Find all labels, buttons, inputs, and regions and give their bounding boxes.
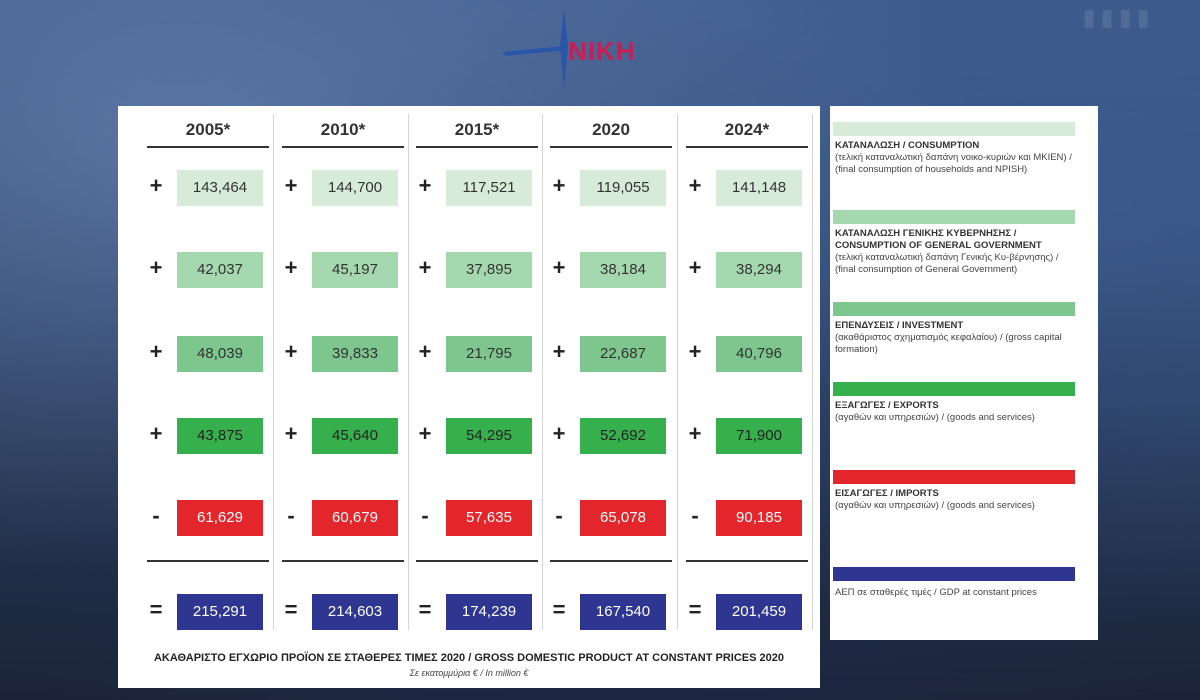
legend-title: ΕΙΣΑΓΩΓΕΣ / IMPORTS xyxy=(835,488,939,499)
year-header: 2010* xyxy=(320,120,366,139)
operator-equals: = xyxy=(149,597,163,622)
value-cell-government: 38,184 xyxy=(580,252,666,288)
legend-entry-government xyxy=(835,228,1075,276)
operator-plus: + xyxy=(552,255,566,280)
value-cell-imports: 57,635 xyxy=(446,500,532,536)
legend-swatch-exports xyxy=(833,382,1075,396)
legend-description: (τελική καταναλωτική δαπάνη Γενικής Κυ-βέρνησης) / (final consumption of General Government) xyxy=(835,252,1059,275)
operator-plus: + xyxy=(552,173,566,198)
value-cell-government: 42,037 xyxy=(177,252,263,288)
column-separator xyxy=(677,114,678,630)
operator-plus: + xyxy=(284,421,298,446)
operator-plus: + xyxy=(552,339,566,364)
sum-line xyxy=(550,560,672,562)
operator-equals: = xyxy=(418,597,432,622)
column-separator xyxy=(812,114,813,630)
operator-equals: = xyxy=(552,597,566,622)
operator-plus: + xyxy=(688,255,702,280)
operator-plus: + xyxy=(284,173,298,198)
value-cell-consumption: 143,464 xyxy=(177,170,263,206)
chart-caption xyxy=(118,640,820,688)
legend-entry-imports xyxy=(835,488,1075,512)
sum-line xyxy=(416,560,538,562)
legend-title: ΚΑΤΑΝΑΛΩΣΗ / CONSUMPTION xyxy=(835,140,980,151)
legend-description: (αγαθών και υπηρεσιών) / (goods and services) xyxy=(835,412,1035,423)
background-ticker-digits: ▮▮▮▮ xyxy=(1080,0,1153,35)
brand-name: NIKH xyxy=(568,36,636,66)
value-cell-consumption: 117,521 xyxy=(446,170,532,206)
value-cell-government: 37,895 xyxy=(446,252,532,288)
operator-plus: + xyxy=(552,421,566,446)
value-cell-investment: 21,795 xyxy=(446,336,532,372)
operator-plus: + xyxy=(284,255,298,280)
legend-entry-exports xyxy=(835,400,1075,424)
legend-swatch-imports xyxy=(833,470,1075,484)
legend-swatch-consumption xyxy=(833,122,1075,136)
legend-title: ΕΠΕΝΔΥΣΕΙΣ / INVESTMENT xyxy=(835,320,964,331)
value-cell-imports: 90,185 xyxy=(716,500,802,536)
nikh-logo xyxy=(498,8,668,88)
legend-description: ΑΕΠ σε σταθερές τιμές / GDP at constant prices xyxy=(835,587,1037,598)
operator-plus: + xyxy=(149,421,163,446)
legend-swatch-government xyxy=(833,210,1075,224)
value-cell-consumption: 141,148 xyxy=(716,170,802,206)
value-cell-gdp: 167,540 xyxy=(580,594,666,630)
legend-description: (ακαθάριστος σχηματισμός κεφαλαίου) / (gross capital formation) xyxy=(835,332,1062,355)
header-underline xyxy=(282,146,404,148)
operator-equals: = xyxy=(284,597,298,622)
year-header: 2020 xyxy=(592,120,630,139)
legend-description: (τελική καταναλωτική δαπάνη νοικο-κυριών και ΜΚΙΕΝ) / (final consumption of households and NPISH) xyxy=(835,152,1072,175)
legend-title: ΚΑΤΑΝΑΛΩΣΗ ΓΕΝΙΚΗΣ ΚΥΒΕΡΝΗΣΗΣ / CONSUMPTION OF GENERAL GOVERNMENT xyxy=(835,228,1042,251)
legend-entry-gdp xyxy=(835,587,1075,599)
header-underline xyxy=(550,146,672,148)
value-cell-government: 38,294 xyxy=(716,252,802,288)
legend-swatch-investment xyxy=(833,302,1075,316)
header-underline xyxy=(147,146,269,148)
operator-plus: + xyxy=(688,173,702,198)
value-cell-imports: 61,629 xyxy=(177,500,263,536)
operator-plus: + xyxy=(418,421,432,446)
value-cell-gdp: 174,239 xyxy=(446,594,532,630)
operator-minus: - xyxy=(555,503,563,528)
value-cell-consumption: 144,700 xyxy=(312,170,398,206)
operator-plus: + xyxy=(149,255,163,280)
legend-panel xyxy=(830,106,1098,640)
chart-subtitle: Σε εκατομμύρια € / In million € xyxy=(409,668,529,678)
operator-minus: - xyxy=(691,503,699,528)
value-cell-gdp: 215,291 xyxy=(177,594,263,630)
sum-line xyxy=(282,560,404,562)
year-header: 2024* xyxy=(724,120,770,139)
operator-minus: - xyxy=(421,503,429,528)
value-cell-investment: 22,687 xyxy=(580,336,666,372)
value-cell-government: 45,197 xyxy=(312,252,398,288)
operator-plus: + xyxy=(688,421,702,446)
column-separator xyxy=(408,114,409,630)
operator-equals: = xyxy=(688,597,702,622)
year-header: 2015* xyxy=(454,120,500,139)
value-cell-exports: 52,692 xyxy=(580,418,666,454)
legend-description: (αγαθών και υπηρεσιών) / (goods and services) xyxy=(835,500,1035,511)
value-cell-consumption: 119,055 xyxy=(580,170,666,206)
operator-plus: + xyxy=(418,173,432,198)
legend-swatch-gdp xyxy=(833,567,1075,581)
column-separator xyxy=(273,114,274,630)
value-cell-imports: 65,078 xyxy=(580,500,666,536)
operator-plus: + xyxy=(149,173,163,198)
operator-minus: - xyxy=(287,503,295,528)
value-cell-exports: 71,900 xyxy=(716,418,802,454)
value-cell-exports: 54,295 xyxy=(446,418,532,454)
column-separator xyxy=(542,114,543,630)
sum-line xyxy=(686,560,808,562)
legend-entry-investment xyxy=(835,320,1075,356)
value-cell-investment: 40,796 xyxy=(716,336,802,372)
operator-plus: + xyxy=(688,339,702,364)
sum-line xyxy=(147,560,269,562)
header-underline xyxy=(416,146,538,148)
value-cell-exports: 43,875 xyxy=(177,418,263,454)
value-cell-imports: 60,679 xyxy=(312,500,398,536)
value-cell-gdp: 201,459 xyxy=(716,594,802,630)
operator-plus: + xyxy=(284,339,298,364)
value-cell-investment: 48,039 xyxy=(177,336,263,372)
chart-title: ΑΚΑΘΑΡΙΣΤΟ ΕΓΧΩΡΙΟ ΠΡΟΪΟΝ ΣΕ ΣΤΑΘΕΡΕΣ ΤΙΜΕΣ 2020 / GROSS DOMESTIC PRODUCT AT CONSTANT PRICES 2020 xyxy=(153,652,785,664)
year-header: 2005* xyxy=(185,120,231,139)
value-cell-exports: 45,640 xyxy=(312,418,398,454)
operator-plus: + xyxy=(418,255,432,280)
header-underline xyxy=(686,146,808,148)
operator-plus: + xyxy=(418,339,432,364)
operator-minus: - xyxy=(152,503,160,528)
value-cell-gdp: 214,603 xyxy=(312,594,398,630)
value-cell-investment: 39,833 xyxy=(312,336,398,372)
legend-entry-consumption xyxy=(835,140,1075,176)
legend-title: ΕΞΑΓΩΓΕΣ / EXPORTS xyxy=(835,400,939,411)
operator-plus: + xyxy=(149,339,163,364)
star-icon xyxy=(498,8,568,88)
